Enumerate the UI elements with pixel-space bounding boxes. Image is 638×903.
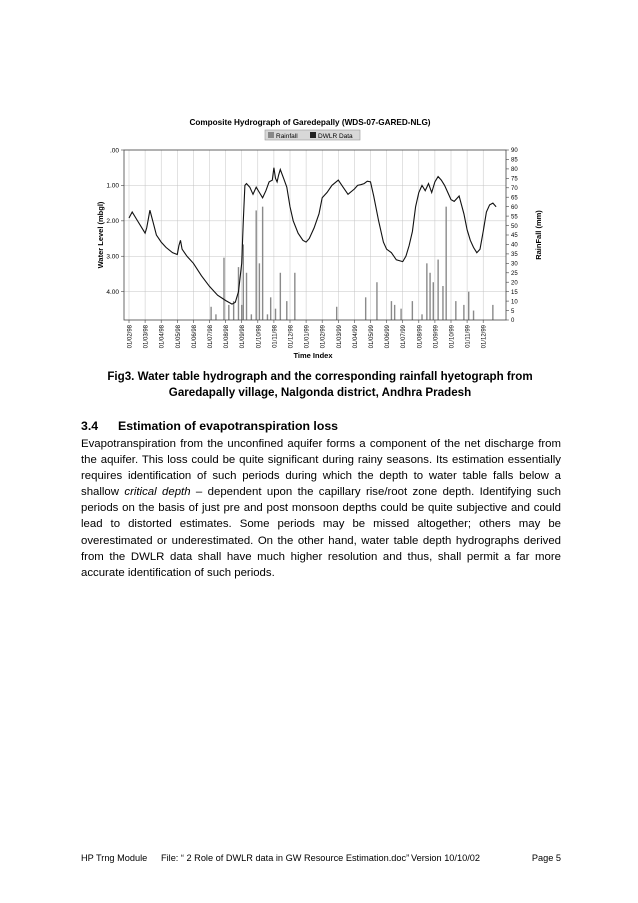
rainfall-bar [215,314,216,320]
x-tick-label: 01/02/98 [127,325,134,349]
y-right-tick-label: 60 [511,204,518,211]
caption-line-1: Fig3. Water table hydrograph and the corresponding rainfall hyetograph from [107,370,533,383]
water-level-line [129,168,496,304]
y-right-tick-label: 30 [511,261,518,268]
rainfall-bar [426,263,427,320]
legend-label-dwlr: DWLR Data [318,133,353,140]
rainfall-bar [463,305,464,320]
paragraph-part-2: – dependent upon the capillary rise/root zone depth. Identifying such periods on the basis of just pre and post monsoon depths could be quite subjective and could lead to distorted estimates. Some periods may be missed altogether; others may be overestimated or underestimated. On the other hand, water table depth hydrographs derived from the DWLR data shall have much higher resolution and thus, shall permit a far more accurate identification of such periods. [81,486,561,579]
x-tick-label: 01/09/99 [433,325,440,349]
body-paragraph [81,436,561,581]
rainfall-bar [241,305,242,320]
y-axis-left-label: Water Level (mbgl) [96,201,105,269]
rainfall-bar [391,301,392,320]
footer-version: Version 10/10/02 [411,853,480,863]
rainfall-bar [394,305,395,320]
plot-area-frame [124,150,506,320]
y-left-tick-label: 4.00 [106,288,119,296]
rainfall-bar [223,258,224,320]
rainfall-bar [267,314,268,320]
paragraph-italic-term: critical depth [124,486,191,499]
x-tick-label: 01/10/99 [449,325,456,349]
rainfall-bar [255,210,256,320]
y-left-tick-label: 3.00 [106,253,119,261]
y-axis-right-ticks [506,148,518,324]
rainfall-bar [492,305,493,320]
paragraph-part-1: Evapotranspiration from the unconfined aquifer forms a component of the net discharge from the aquifer. This loss could be quite significant during rainy seasons. Its estimation essentially requires identification of such periods during which the depth to water table falls below a shallow [81,438,561,499]
rainfall-bar [251,314,252,320]
rainfall-bar [433,282,434,320]
y-right-tick-label: 25 [511,270,518,277]
rainfall-bar [294,273,295,320]
x-tick-label: 01/07/99 [401,325,408,349]
x-tick-label: 01/05/99 [369,325,375,349]
y-right-tick-label: 40 [511,242,518,249]
figure-caption [70,369,570,401]
x-tick-label: 01/12/99 [481,325,488,349]
rainfall-bar [286,301,287,320]
legend-swatch-rainfall [268,132,274,138]
x-tick-label: 01/05/98 [175,325,182,349]
section-title: Estimation of evapotranspiration loss [118,419,339,433]
y-axis-right-label: RainFall (mm) [534,210,543,260]
rainfall-bar [412,301,413,320]
x-tick-label: 01/06/99 [385,325,392,349]
y-right-tick-label: 85 [511,157,518,164]
rainfall-bar [442,286,443,320]
y-right-tick-label: 15 [511,289,518,296]
rainfall-bar [262,207,263,320]
rainfall-bar [280,273,281,320]
x-tick-label: 01/07/98 [208,325,214,349]
rainfall-bar [437,260,438,320]
hydrograph-chart [0,0,638,370]
x-axis-ticks [128,320,488,348]
y-right-tick-label: 5 [511,308,515,315]
rainfall-bar [243,244,244,320]
y-right-tick-label: 35 [511,252,518,259]
rainfall-bar [246,273,247,320]
y-left-tick-label: 2.00 [106,218,119,226]
rainfall-bar [376,282,377,320]
y-axis-left-ticks [106,147,124,296]
x-tick-label: 01/02/99 [320,325,327,349]
footer-page: Page 5 [531,853,561,863]
chart-legend [265,130,360,140]
y-right-tick-label: 70 [511,185,518,192]
x-tick-label: 01/10/98 [256,325,263,349]
rainfall-bar [429,273,430,320]
x-tick-label: 01/06/98 [191,325,198,349]
footer-file: File: “ 2 Role of DWLR data in GW Resource Estimation.doc” [161,853,410,863]
x-tick-label: 01/03/99 [336,325,343,349]
y-right-tick-label: 45 [511,233,518,240]
chart-title: Composite Hydrograph of Garedepally (WDS-07-GARED-NLG) [189,118,431,127]
x-tick-label: 01/12/98 [288,325,295,349]
y-left-tick-label: 1.00 [106,182,119,190]
x-tick-label: 01/03/98 [143,325,150,349]
legend-label-rainfall: Rainfall [276,133,298,140]
y-right-tick-label: 10 [511,299,518,306]
footer-module: HP Trng Module [81,853,148,863]
x-tick-label: 01/09/98 [240,325,247,349]
y-right-tick-label: 75 [511,176,518,183]
rainfall-bar [275,309,276,320]
y-right-tick-label: 50 [511,223,518,230]
rainfall-bar [455,301,456,320]
y-left-tick-label: .00 [109,147,119,155]
rainfall-bar [473,311,474,320]
x-tick-label: 01/11/98 [272,325,279,348]
rainfall-bar [210,307,211,320]
section-heading [81,419,338,433]
y-right-tick-label: 55 [511,214,518,221]
x-tick-label: 01/11/99 [465,325,472,348]
rainfall-bar [365,297,366,320]
rainfall-bar [259,263,260,320]
y-right-tick-label: 0 [511,318,515,325]
legend-swatch-dwlr [310,132,316,138]
x-tick-label: 01/04/99 [352,325,359,349]
y-right-tick-label: 90 [511,148,518,155]
x-axis-label: Time Index [293,351,333,360]
x-tick-label: 01/01/99 [304,325,311,349]
section-number: 3.4 [81,419,99,433]
rainfall-bar [468,292,469,320]
caption-line-2: Garedapally village, Nalgonda district, Andhra Pradesh [168,386,472,399]
y-right-tick-label: 80 [511,167,518,174]
x-tick-label: 01/08/99 [417,325,424,349]
y-right-tick-label: 65 [511,195,518,202]
x-tick-label: 01/08/98 [224,325,231,349]
rainfall-bar [228,305,229,320]
y-grid [124,150,506,292]
rainfall-bar [270,297,271,320]
y-right-tick-label: 20 [511,280,518,287]
x-tick-label: 01/04/98 [159,325,166,349]
rainfall-bar [445,207,446,320]
rainfall-bar [336,307,337,320]
rainfall-bar [400,309,401,320]
rainfall-bar [421,314,422,320]
